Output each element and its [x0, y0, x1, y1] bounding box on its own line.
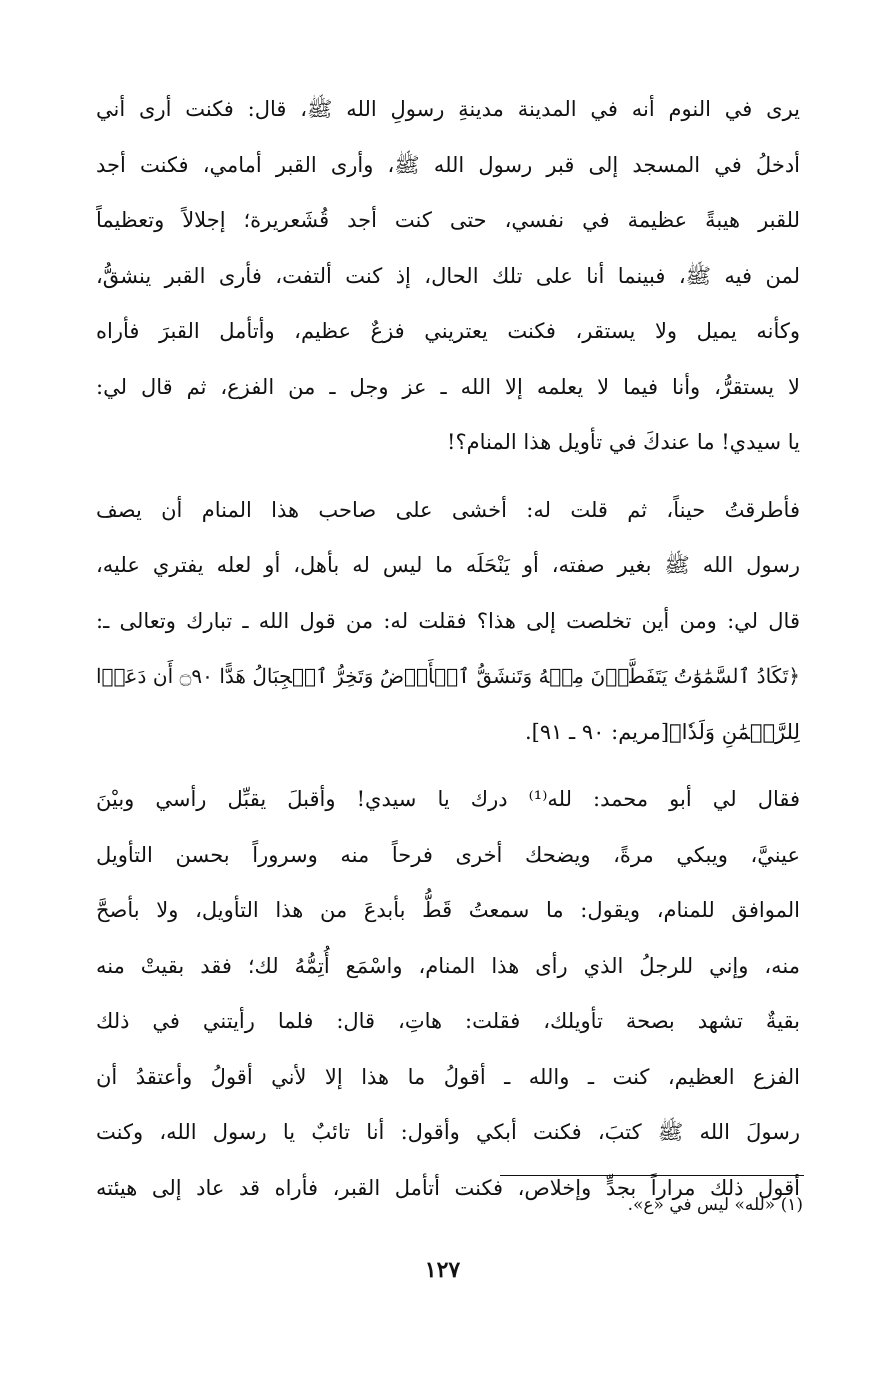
- text-line: رسول الله ﷺ بغير صفته، أو يَنْحَلَه ما ليس له بأهل، أو لعله يفتري عليه،: [96, 553, 800, 577]
- text-line: فأطرقتُ حيناً، ثم قلت له: أخشى على صاحب هذا المنام أن يصف: [96, 497, 800, 522]
- main-text: [96, 82, 800, 1216]
- paragraph-3: [96, 772, 800, 1216]
- text-line: منه، وإني للرجلُ الذي رأى هذا المنام، واسْمَع أُتِمُّهُ لك؛ فقد بقيتْ منه: [96, 953, 800, 978]
- page-number: ١٢٧: [424, 1257, 461, 1283]
- text-line: الفزع العظيم، كنت ـ والله ـ أقولُ ما هذا إلا لأني أقولُ وأعتقدُ أن: [96, 1064, 800, 1089]
- text-line: بقيةٌ تشهد بصحة تأويلك، فقلت: هاتِ، قال: فلما رأيتني في ذلك: [96, 1009, 800, 1033]
- footnote: (١) «لله» ليس في «ع».: [627, 1195, 803, 1215]
- text-line: يرى في النوم أنه في المدينة مدينةِ رسولِ الله ﷺ، قال: فكنت أرى أني: [96, 97, 800, 121]
- text-line: عينيَّ، ويبكي مرةً، ويضحك أخرى فرحاً منه وسروراً بحسن التأويل: [96, 842, 800, 867]
- text-line: وكأنه يميل ولا يستقر، فكنت يعتريني فزعٌ عظيم، وأتأمل القبرَ فأراه: [96, 319, 800, 343]
- text-line: يا سيدي! ما عندكَ في تأويل هذا المنام؟!: [447, 430, 800, 454]
- paragraph-2: [96, 483, 800, 761]
- text-line: أقول ذلك مراراً بجدٍّ وإخلاص، فكنت أتأمل القبر، فأراه قد عاد إلى هيئته: [96, 1175, 800, 1200]
- paragraph-1: [96, 82, 800, 471]
- text-line: قال لي: ومن أين تخلصت إلى هذا؟ فقلت له: من قول الله ـ تبارك وتعالى ـ:: [96, 608, 800, 633]
- footnote-divider: [500, 1175, 804, 1176]
- text-line: للقبر هيبةً عظيمة في نفسي، حتى كنت أجد قُشَعريرة؛ إجلالاً وتعظيماً: [96, 208, 800, 232]
- text-line: أدخلُ في المسجد إلى قبر رسول الله ﷺ، وأرى القبر أمامي، فكنت أجد: [96, 152, 800, 177]
- text-line: لا يستقرُّ، وأنا فيما لا يعلمه إلا الله ـ عز وجل ـ من الفزع، ثم قال لي:: [96, 374, 800, 399]
- text-line: الموافق للمنام، ويقول: ما سمعتُ قَطُّ بأبدعَ من هذا التأويل، ولا بأصحَّ: [96, 898, 800, 922]
- text-line: لمن فيه ﷺ، فبينما أنا على تلك الحال، إذ كنت ألتفت، فأرى القبر ينشقُّ،: [96, 263, 800, 288]
- text-line: فقال لي أبو محمد: لله⁽¹⁾ درك يا سيدي! وأقبلَ يقبِّل رأسي وبيْنَ: [96, 787, 800, 811]
- quran-verse-line: لِلرَّحۡمَٰنِ وَلَدٗا﴾[مريم: ٩٠ ـ ٩١].: [524, 719, 800, 744]
- text-line: رسولَ الله ﷺ كتبَ، فكنت أبكي وأقول: أنا تائبٌ يا رسول الله، وكنت: [96, 1120, 800, 1144]
- quran-verse-line: ﴿تَكَادُ ٱلسَّمَٰوَٰتُ يَتَفَطَّرۡنَ مِنۡهُ وَتَنشَقُّ ٱلۡأَرۡضُ وَتَخِرُّ ٱلۡجِبَالُ هَدًّا ۝٩٠ أَن دَعَوۡا: [96, 664, 800, 688]
